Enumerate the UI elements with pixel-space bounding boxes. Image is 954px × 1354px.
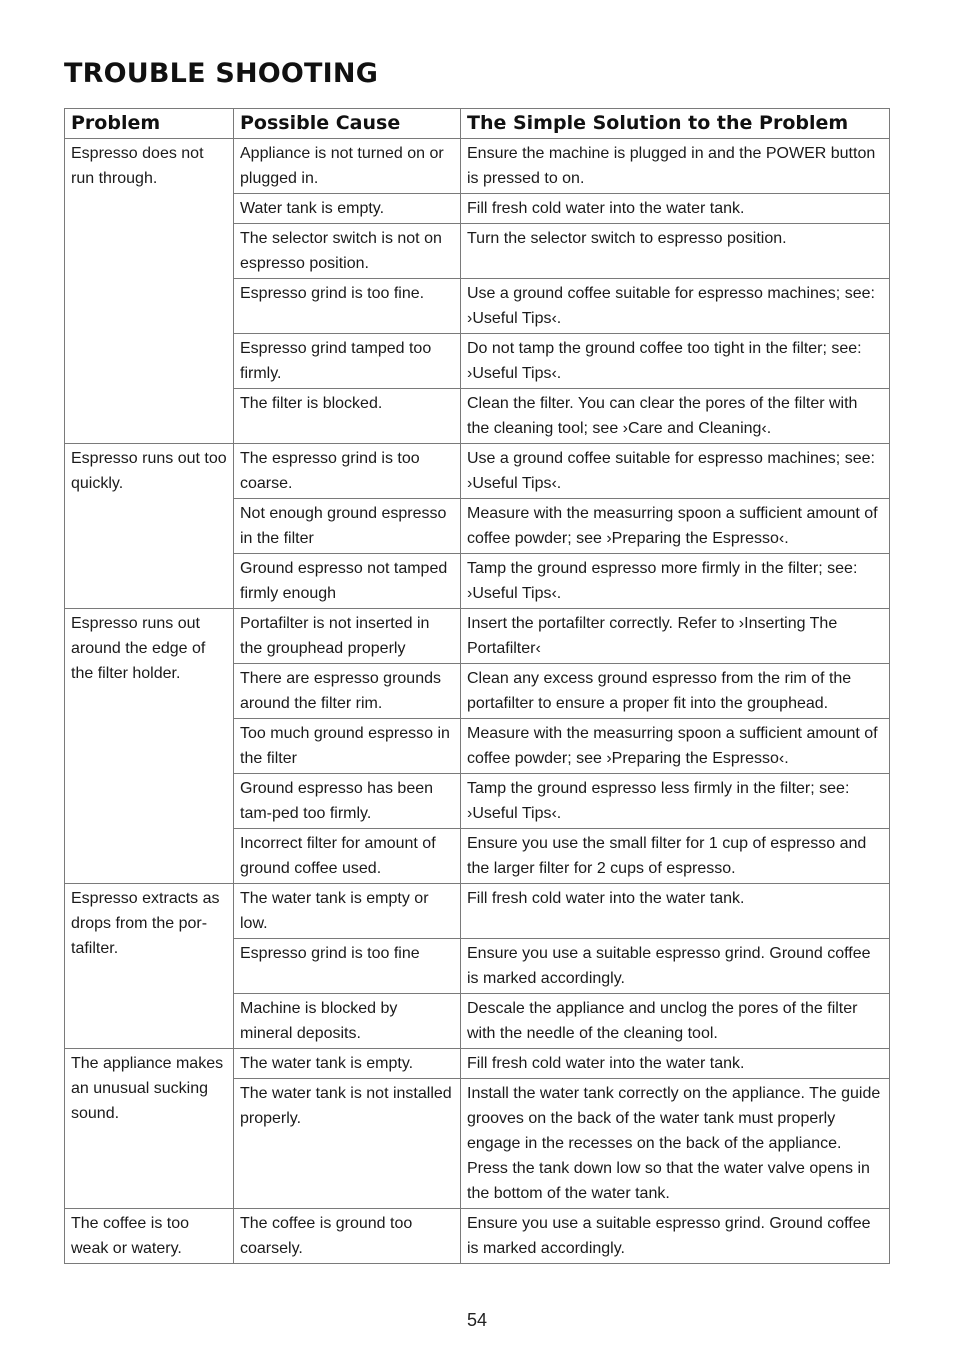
solution-text: Use a ground coffee suitable for espresso machines; see: ›Useful Tips‹. [467,450,875,492]
cause-text: Too much ground espresso in the filter [240,725,450,767]
cause-text: Ground espresso has been tam-ped too firmly. [240,780,434,822]
solution-text: Clean any excess ground espresso from the rim of the portafilter to ensure a proper fit into the grouphead. [467,670,852,712]
solution-cell [461,774,890,829]
cause-cell [234,389,461,444]
cause-text: Water tank is empty. [240,200,385,217]
table-body [65,139,890,1264]
problem-cell [65,1049,234,1209]
cause-text: The espresso grind is too coarse. [240,450,420,492]
solution-text: Descale the appliance and unclog the pores of the filter with the needle of the cleaning tool. [467,1000,858,1042]
solution-cell [461,994,890,1049]
solution-cell [461,829,890,884]
solution-cell [461,554,890,609]
cause-text: Espresso grind is too fine. [240,285,425,302]
cause-cell [234,939,461,994]
solution-cell [461,1049,890,1079]
cause-cell [234,884,461,939]
solution-text: Turn the selector switch to espresso position. [467,230,787,247]
cause-text: The coffee is ground too coarsely. [240,1215,413,1257]
cause-cell [234,554,461,609]
cause-text: The selector switch is not on espresso position. [240,230,442,272]
problem-text: Espresso runs out around the edge of the filter holder. [71,615,206,682]
header-problem: Problem [65,109,234,139]
solution-text: Fill fresh cold water into the water tank. [467,1055,745,1072]
solution-cell [461,334,890,389]
cause-text: There are espresso grounds around the filter rim. [240,670,441,712]
cause-text: The water tank is empty. [240,1055,414,1072]
solution-cell [461,389,890,444]
solution-text: Ensure the machine is plugged in and the POWER button is pressed to on. [467,145,876,187]
solution-cell [461,194,890,224]
table-row [65,884,890,939]
table-row [65,1049,890,1079]
problem-cell [65,444,234,609]
cause-cell [234,609,461,664]
solution-cell [461,499,890,554]
solution-cell [461,939,890,994]
problem-text: Espresso extracts as drops from the por-tafilter. [71,890,220,957]
cause-cell [234,444,461,499]
table-header [65,109,890,139]
table-row [65,444,890,499]
solution-text: Measure with the measurring spoon a sufficient amount of coffee powder; see ›Preparing the Espresso‹. [467,725,878,767]
cause-cell [234,1209,461,1264]
solution-cell [461,444,890,499]
cause-cell [234,829,461,884]
cause-text: The filter is blocked. [240,395,383,412]
solution-cell [461,139,890,194]
cause-cell [234,224,461,279]
cause-cell [234,1079,461,1209]
solution-text: Install the water tank correctly on the appliance. The guide grooves on the back of the water tank must properly engage in the recesses on the back of the appliance. Press the tank down low so that the water valve opens in the bottom of the water tank. [467,1085,881,1202]
troubleshooting-table [64,108,890,1264]
problem-cell [65,1209,234,1264]
solution-cell [461,279,890,334]
problem-text: The coffee is too weak or watery. [71,1215,189,1257]
cause-cell [234,139,461,194]
cause-text: Espresso grind tamped too firmly. [240,340,432,382]
solution-text: Clean the filter. You can clear the pores of the filter with the cleaning tool; see ›Care and Cleaning‹. [467,395,858,437]
solution-text: Measure with the measurring spoon a sufficient amount of coffee powder; see ›Preparing the Espresso‹. [467,505,878,547]
cause-text: Appliance is not turned on or plugged in. [240,145,444,187]
solution-cell [461,719,890,774]
problem-text: Espresso does not run through. [71,145,204,187]
cause-text: Portafilter is not inserted in the grouphead properly [240,615,430,657]
page-title: TROUBLE SHOOTING [64,58,379,89]
solution-text: Use a ground coffee suitable for espresso machines; see: ›Useful Tips‹. [467,285,875,327]
solution-text: Tamp the ground espresso more firmly in the filter; see: ›Useful Tips‹. [467,560,858,602]
problem-cell [65,884,234,1049]
problem-cell [65,609,234,884]
cause-cell [234,994,461,1049]
solution-text: Fill fresh cold water into the water tank. [467,200,745,217]
solution-text: Ensure you use a suitable espresso grind. Ground coffee is marked accordingly. [467,945,871,987]
cause-text: Not enough ground espresso in the filter [240,505,447,547]
cause-text: Incorrect filter for amount of ground coffee used. [240,835,436,877]
table-row [65,139,890,194]
page-number: 54 [466,1310,488,1330]
cause-cell [234,774,461,829]
cause-cell [234,279,461,334]
solution-cell [461,1079,890,1209]
cause-text: Ground espresso not tamped firmly enough [240,560,448,602]
solution-cell [461,664,890,719]
solution-text: Do not tamp the ground coffee too tight in the filter; see: ›Useful Tips‹. [467,340,862,382]
cause-text: The water tank is empty or low. [240,890,429,932]
solution-text: Fill fresh cold water into the water tank. [467,890,745,907]
solution-text: Insert the portafilter correctly. Refer to ›Inserting The Portafilter‹ [467,615,838,657]
solution-cell [461,884,890,939]
header-cause: Possible Cause [234,109,461,139]
solution-text: Ensure you use a suitable espresso grind. Ground coffee is marked accordingly. [467,1215,871,1257]
table-row [65,609,890,664]
problem-text: The appliance makes an unusual sucking sound. [71,1055,224,1122]
solution-text: Tamp the ground espresso less firmly in the filter; see: ›Useful Tips‹. [467,780,850,822]
cause-text: Machine is blocked by mineral deposits. [240,1000,398,1042]
solution-cell [461,609,890,664]
cause-cell [234,334,461,389]
problem-text: Espresso runs out too quickly. [71,450,227,492]
solution-cell [461,224,890,279]
header-row [65,109,890,139]
cause-cell [234,499,461,554]
table-row [65,1209,890,1264]
cause-cell [234,664,461,719]
solution-text: Ensure you use the small filter for 1 cup of espresso and the larger filter for 2 cups of espresso. [467,835,867,877]
cause-cell [234,719,461,774]
cause-cell [234,194,461,224]
problem-cell [65,139,234,444]
solution-cell [461,1209,890,1264]
header-solution: The Simple Solution to the Problem [461,109,890,139]
cause-text: Espresso grind is too fine [240,945,420,962]
cause-cell [234,1049,461,1079]
cause-text: The water tank is not installed properly. [240,1085,452,1127]
